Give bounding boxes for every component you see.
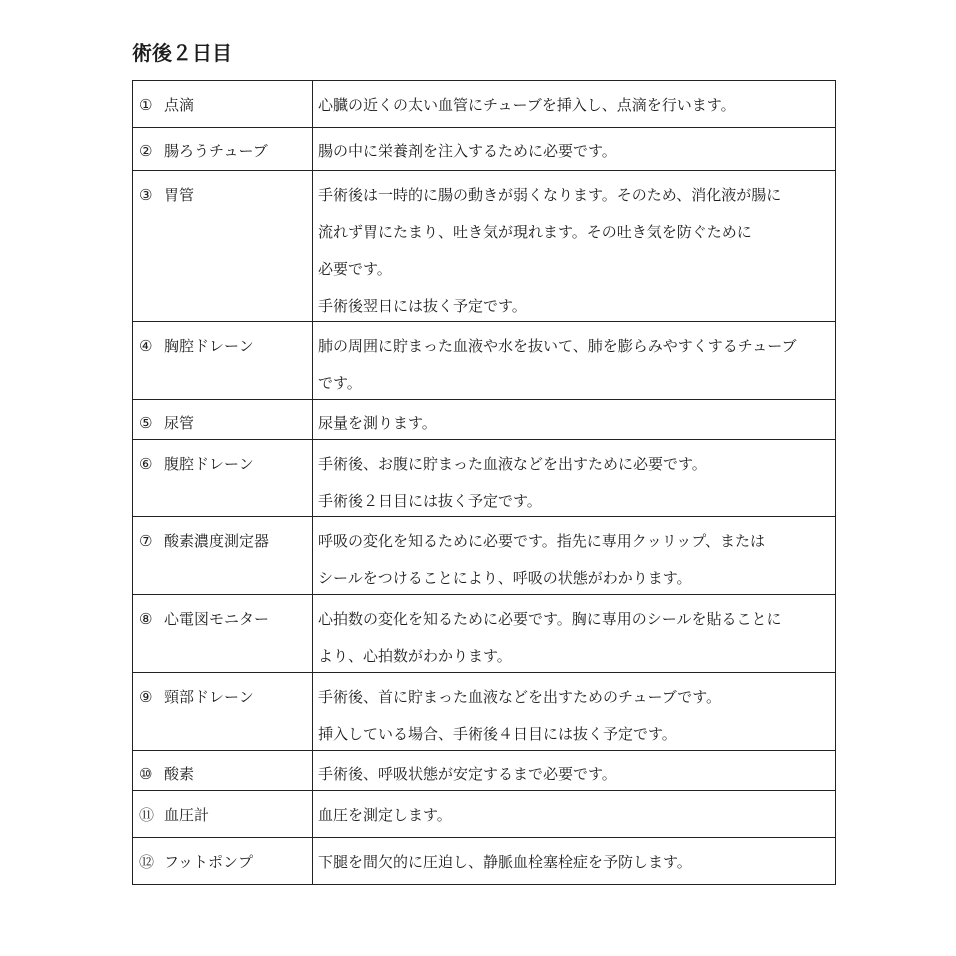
table-row [133, 838, 835, 884]
item-label: 酸素 [164, 765, 195, 783]
description-line: 挿入している場合、手術後４日目には抜く予定です。 [318, 725, 677, 743]
description-line: 肺の周囲に貯まった血液や水を抜いて、肺を膨らみやすくするチューブ [318, 337, 797, 355]
description-line: 手術後、首に貯まった血液などを出すためのチューブです。 [318, 688, 722, 706]
item-number: ⑫ [139, 853, 155, 871]
description-cell [313, 81, 835, 127]
description-line: より、心拍数がわかります。 [318, 647, 512, 665]
item-number: ⑤ [139, 414, 153, 432]
item-number: ⑪ [139, 806, 155, 824]
description-line: 尿量を測ります。 [318, 414, 437, 432]
table-row [133, 791, 835, 838]
description-line: です。 [318, 374, 362, 392]
description-line: 血圧を測定します。 [318, 806, 452, 824]
table-row [133, 128, 835, 171]
page-title: 術後２日目 [132, 41, 232, 65]
description-line: 手術後、呼吸状態が安定するまで必要です。 [318, 765, 617, 783]
table-row [133, 171, 835, 322]
item-number: ⑩ [139, 765, 153, 783]
description-cell [313, 673, 835, 750]
item-number: ② [139, 142, 153, 160]
description-line: 手術後２日目には抜く予定です。 [318, 492, 542, 510]
item-cell [133, 128, 313, 170]
table-row [133, 322, 835, 400]
description-cell [313, 128, 835, 170]
item-cell [133, 595, 313, 672]
description-cell [313, 400, 835, 439]
description-cell [313, 171, 835, 321]
description-line: 心臓の近くの太い血管にチューブを挿入し、点滴を行います。 [318, 96, 736, 114]
table-row [133, 595, 835, 673]
item-number: ④ [139, 337, 153, 355]
description-cell [313, 838, 835, 884]
description-line: 流れず胃にたまり、吐き気が現れます。その吐き気を防ぐために [318, 223, 752, 241]
description-line: 必要です。 [318, 260, 392, 278]
item-cell [133, 838, 313, 884]
item-number: ⑦ [139, 532, 153, 550]
item-label: 腸ろうチューブ [164, 142, 268, 160]
item-label: 酸素濃度測定器 [164, 532, 270, 550]
item-cell [133, 517, 313, 594]
description-line: 心拍数の変化を知るために必要です。胸に専用のシールを貼ることに [318, 610, 782, 628]
item-number: ⑨ [139, 688, 153, 706]
item-cell [133, 322, 313, 399]
item-label: 頸部ドレーン [164, 688, 254, 706]
item-number: ① [139, 96, 153, 114]
description-line: 呼吸の変化を知るために必要です。指先に専用クッリップ、または [318, 532, 766, 550]
item-label: 胸腔ドレーン [164, 337, 254, 355]
table-row [133, 517, 835, 595]
item-number: ③ [139, 186, 153, 204]
description-line: 下腿を間欠的に圧迫し、静脈血栓塞栓症を予防します。 [318, 853, 692, 871]
item-label: 胃管 [164, 186, 195, 204]
description-cell [313, 322, 835, 399]
item-label: 心電図モニター [164, 610, 270, 628]
item-cell [133, 400, 313, 439]
description-cell [313, 751, 835, 790]
table-row [133, 81, 835, 128]
description-cell [313, 595, 835, 672]
item-label: 点滴 [164, 96, 195, 114]
description-line: 手術後、お腹に貯まった血液などを出すために必要です。 [318, 455, 707, 473]
table-row [133, 440, 835, 517]
table-row [133, 673, 835, 751]
description-cell [313, 440, 835, 516]
item-cell [133, 751, 313, 790]
item-label: フットポンプ [164, 853, 253, 871]
item-cell [133, 673, 313, 750]
table-row [133, 751, 835, 791]
item-number: ⑧ [139, 610, 153, 628]
description-line: 腸の中に栄養剤を注入するために必要です。 [318, 142, 617, 160]
item-cell [133, 440, 313, 516]
item-label: 腹腔ドレーン [164, 455, 254, 473]
description-line: 手術後翌日には抜く予定です。 [318, 297, 527, 315]
description-line: シールをつけることにより、呼吸の状態がわかります。 [318, 569, 692, 587]
equipment-table [132, 80, 836, 885]
item-label: 血圧計 [164, 806, 210, 824]
item-number: ⑥ [139, 455, 153, 473]
table-row [133, 400, 835, 440]
item-label: 尿管 [164, 414, 195, 432]
description-cell [313, 791, 835, 837]
item-cell [133, 171, 313, 321]
description-cell [313, 517, 835, 594]
item-cell [133, 791, 313, 837]
item-cell [133, 81, 313, 127]
description-line: 手術後は一時的に腸の動きが弱くなります。そのため、消化液が腸に [318, 186, 782, 204]
